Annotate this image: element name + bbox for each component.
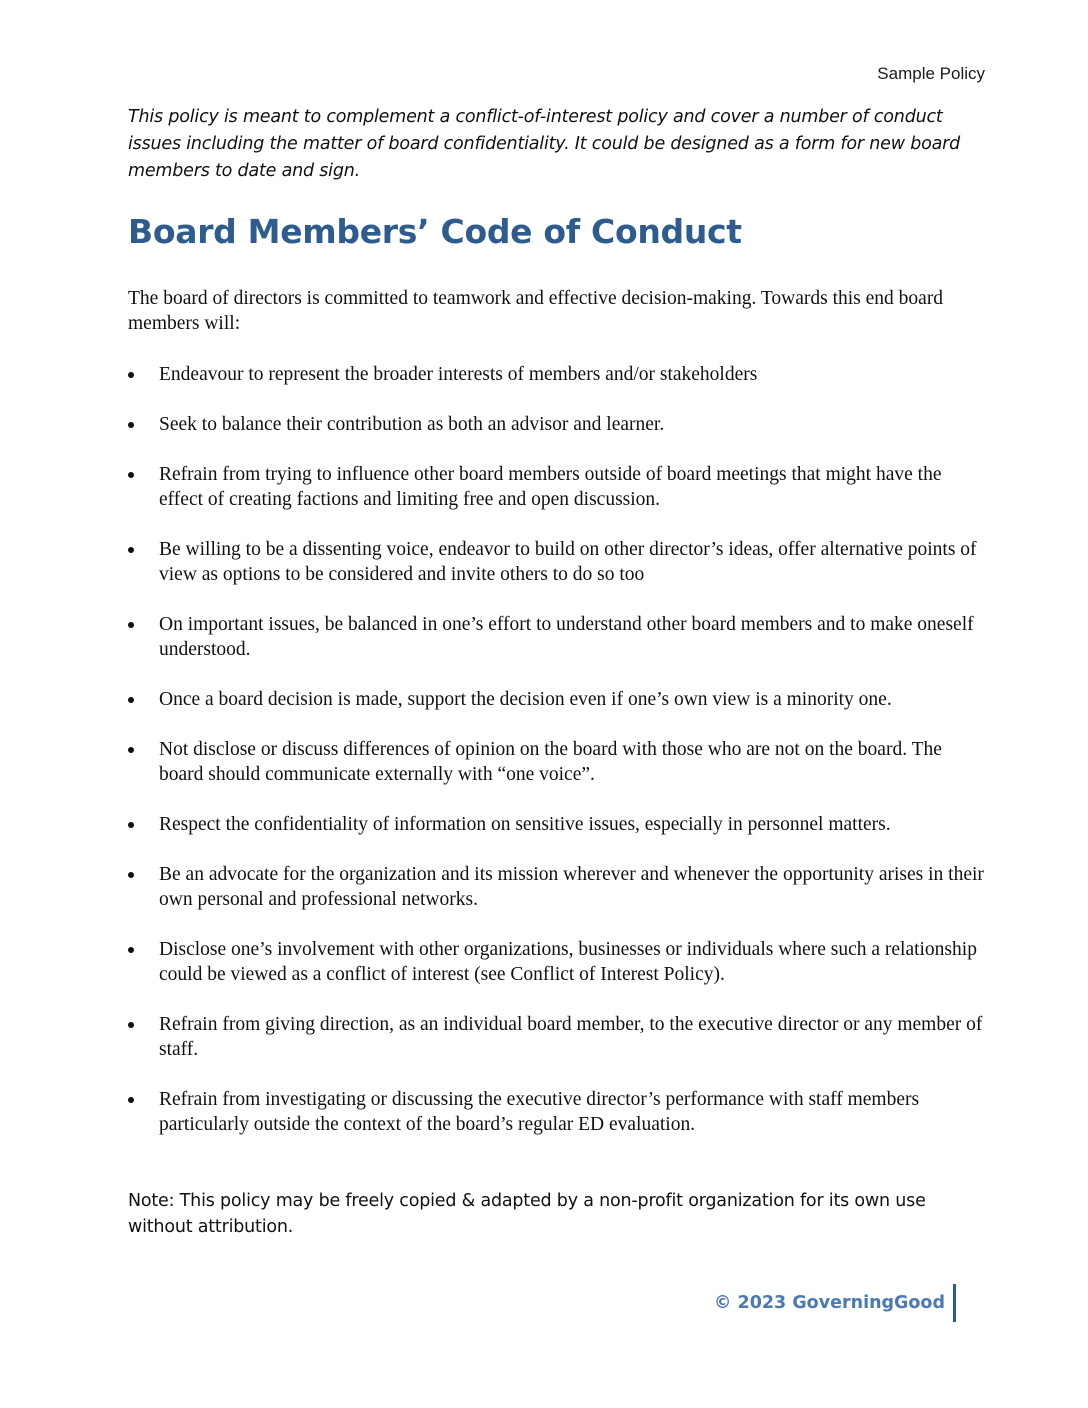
list-item <box>128 537 988 587</box>
list-item-text: Endeavour to represent the broader interests of members and/or stakeholders <box>159 364 758 385</box>
list-item <box>128 687 988 712</box>
list-item <box>128 1087 988 1137</box>
usage-note: Note: This policy may be freely copied & adapted by a non-profit organization for its own use without attribution. <box>128 1191 926 1237</box>
list-item <box>128 737 988 787</box>
bullet-icon <box>128 947 134 953</box>
list-item <box>128 937 988 987</box>
list-item <box>128 812 988 837</box>
bullet-icon <box>128 622 134 628</box>
list-item-text: Be willing to be a dissenting voice, endeavor to build on other director’s ideas, offer alternative points of view as options to be considered and invite others to do so too <box>159 539 977 585</box>
copyright-text: © 2023 GoverningGood <box>713 1293 945 1313</box>
bullet-icon <box>128 1097 134 1103</box>
header-label: Sample Policy <box>877 64 985 83</box>
bullet-icon <box>128 697 134 703</box>
bullet-icon <box>128 822 134 828</box>
list-item-text: Be an advocate for the organization and its mission wherever and whenever the opportunity arises in their own personal and professional networks. <box>159 864 984 910</box>
list-item <box>128 412 988 437</box>
list-item-text: Disclose one’s involvement with other organizations, businesses or individuals where such a relationship could be viewed as a conflict of interest (see Conflict of Interest Policy). <box>159 939 977 985</box>
list-item-text: Refrain from investigating or discussing the executive director’s performance with staff members particularly outside the context of the board’s regular ED evaluation. <box>159 1089 920 1135</box>
list-item-text: Refrain from trying to influence other board members outside of board meetings that might have the effect of creating factions and limiting free and open discussion. <box>159 464 942 510</box>
intro-note: This policy is meant to complement a conflict-of-interest policy and cover a number of conduct issues including the matter of board confidentiality. It could be designed as a form for new board members to date and sign. <box>128 107 961 181</box>
list-item-text: On important issues, be balanced in one’s effort to understand other board members and to make oneself understood. <box>159 614 974 660</box>
bullet-icon <box>128 472 134 478</box>
list-item-text: Respect the confidentiality of information on sensitive issues, especially in personnel matters. <box>159 814 891 835</box>
bullet-icon <box>128 372 134 378</box>
bullet-icon <box>128 747 134 753</box>
footer-divider <box>953 1284 956 1322</box>
bullet-icon <box>128 1022 134 1028</box>
conduct-list <box>128 362 988 1162</box>
list-item <box>128 1012 988 1062</box>
list-item <box>128 462 988 512</box>
list-item <box>128 362 988 387</box>
list-item-text: Seek to balance their contribution as both an advisor and learner. <box>159 414 665 435</box>
footer <box>714 1284 956 1322</box>
list-item <box>128 612 988 662</box>
list-item-text: Not disclose or discuss differences of opinion on the board with those who are not on the board. The board should communicate externally with “one voice”. <box>159 739 942 785</box>
list-item <box>128 862 988 912</box>
page-title: Board Members’ Code of Conduct <box>128 212 742 251</box>
bullet-icon <box>128 872 134 878</box>
lead-paragraph: The board of directors is committed to teamwork and effective decision-making. Towards this end board members will: <box>128 288 944 334</box>
list-item-text: Refrain from giving direction, as an individual board member, to the executive director or any member of staff. <box>159 1014 983 1060</box>
bullet-icon <box>128 422 134 428</box>
list-item-text: Once a board decision is made, support the decision even if one’s own view is a minority one. <box>159 689 892 710</box>
bullet-icon <box>128 547 134 553</box>
